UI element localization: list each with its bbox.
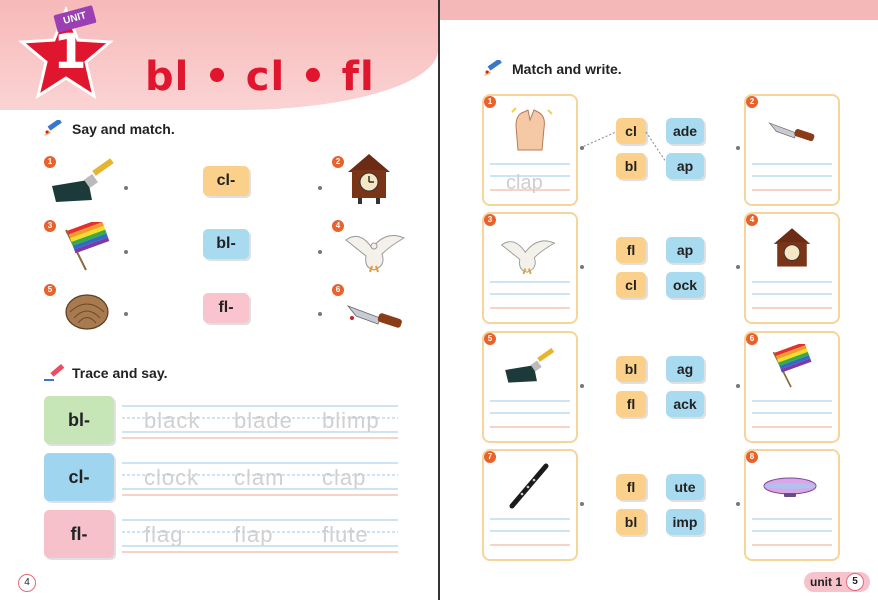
match-dot[interactable] xyxy=(318,312,322,316)
brush-picture xyxy=(48,158,116,204)
write-lines-left xyxy=(484,0,576,600)
footer-label: unit 1 xyxy=(810,575,842,589)
item-number: 6 xyxy=(332,284,344,296)
blade-picture xyxy=(766,118,818,148)
match-dot[interactable] xyxy=(318,186,322,190)
phonics-tile: fl- xyxy=(203,293,249,323)
match-dot[interactable] xyxy=(736,502,740,506)
match-dot[interactable] xyxy=(580,265,584,269)
onset-tile: bl xyxy=(616,356,646,382)
trace-word: blade xyxy=(234,408,293,433)
rime-tile: ute xyxy=(666,474,704,500)
page-title: bl • cl • fl xyxy=(145,54,375,100)
rime-tile: ag xyxy=(666,356,704,382)
clam-picture xyxy=(64,290,110,332)
trace-word: clap xyxy=(322,465,367,490)
match-dot[interactable] xyxy=(736,384,740,388)
item-number: 6 xyxy=(746,333,758,345)
item-number: 2 xyxy=(332,156,344,168)
phonics-tile: bl- xyxy=(203,229,249,259)
match-dot[interactable] xyxy=(580,384,584,388)
match-dot[interactable] xyxy=(580,502,584,506)
section2-title: Trace and say. xyxy=(72,365,168,381)
rime-tile: ap xyxy=(666,153,704,179)
flag-picture xyxy=(770,344,812,390)
trace-word: flap xyxy=(234,522,274,547)
rime-tile: imp xyxy=(666,509,704,535)
clock-picture xyxy=(346,152,392,206)
page-spine xyxy=(438,0,440,600)
trace-word: clock xyxy=(144,465,200,490)
section1-title: Say and match. xyxy=(72,121,175,137)
match-dot[interactable] xyxy=(124,250,128,254)
onset-tile: bl xyxy=(616,153,646,179)
trace-row xyxy=(122,455,398,503)
write-lines-right xyxy=(746,0,838,600)
item-number: 7 xyxy=(484,451,496,463)
onset-tile: fl xyxy=(616,391,646,417)
rime-tile: ap xyxy=(666,237,704,263)
blade-picture xyxy=(346,300,404,336)
trace-word: flute xyxy=(322,522,369,547)
trace-row xyxy=(122,512,398,560)
item-number: 5 xyxy=(484,333,496,345)
onset-tile: fl xyxy=(616,237,646,263)
match-dot[interactable] xyxy=(580,146,584,150)
trace-label-tile: bl- xyxy=(44,396,114,444)
item-number: 4 xyxy=(332,220,344,232)
flag-picture xyxy=(62,222,110,272)
match-dot[interactable] xyxy=(124,312,128,316)
item-number: 1 xyxy=(484,96,496,108)
item-number: 5 xyxy=(44,284,56,296)
trace-word: clam xyxy=(234,465,285,490)
unit-footer-pill xyxy=(804,572,870,592)
trace-label-tile: cl- xyxy=(44,453,114,501)
example-answer: clap xyxy=(506,172,543,194)
item-number: 1 xyxy=(44,156,56,168)
pencil-icon xyxy=(42,120,66,138)
clap-picture xyxy=(508,106,554,154)
blimp-picture xyxy=(762,476,820,500)
trace-word: blimp xyxy=(322,408,380,433)
match-dot[interactable] xyxy=(124,186,128,190)
item-number: 2 xyxy=(746,96,758,108)
unit-label: UNIT xyxy=(53,5,96,33)
onset-tile: cl xyxy=(616,272,646,298)
item-number: 3 xyxy=(44,220,56,232)
onset-tile: cl xyxy=(616,118,646,144)
page-number-right: 5 xyxy=(846,573,864,591)
onset-tile: fl xyxy=(616,474,646,500)
item-number: 3 xyxy=(484,214,496,226)
item-number: 4 xyxy=(746,214,758,226)
rime-tile: ade xyxy=(666,118,704,144)
trace-row xyxy=(122,398,398,446)
brush-picture xyxy=(502,346,556,386)
match-dot[interactable] xyxy=(736,265,740,269)
unit-number: 1 xyxy=(53,24,87,80)
trace-word: black xyxy=(144,408,201,433)
goose-picture xyxy=(498,232,558,276)
rime-tile: ock xyxy=(666,272,704,298)
page-number-left: 4 xyxy=(18,574,36,592)
clock-picture xyxy=(772,226,812,274)
trace-word: flag xyxy=(144,522,184,547)
flute-picture xyxy=(506,462,552,510)
trace-and-say-heading xyxy=(42,364,167,382)
item-number: 8 xyxy=(746,451,758,463)
match-dot[interactable] xyxy=(318,250,322,254)
onset-tile: bl xyxy=(616,509,646,535)
rime-tile: ack xyxy=(666,391,704,417)
phonics-tile: cl- xyxy=(203,166,249,196)
example-match-line xyxy=(578,120,668,170)
pencil-icon xyxy=(42,364,66,382)
say-and-match-heading xyxy=(42,120,175,138)
trace-label-tile: fl- xyxy=(44,510,114,558)
section-title: Match and write. xyxy=(512,61,622,77)
match-dot[interactable] xyxy=(736,146,740,150)
goose-picture xyxy=(342,226,408,274)
